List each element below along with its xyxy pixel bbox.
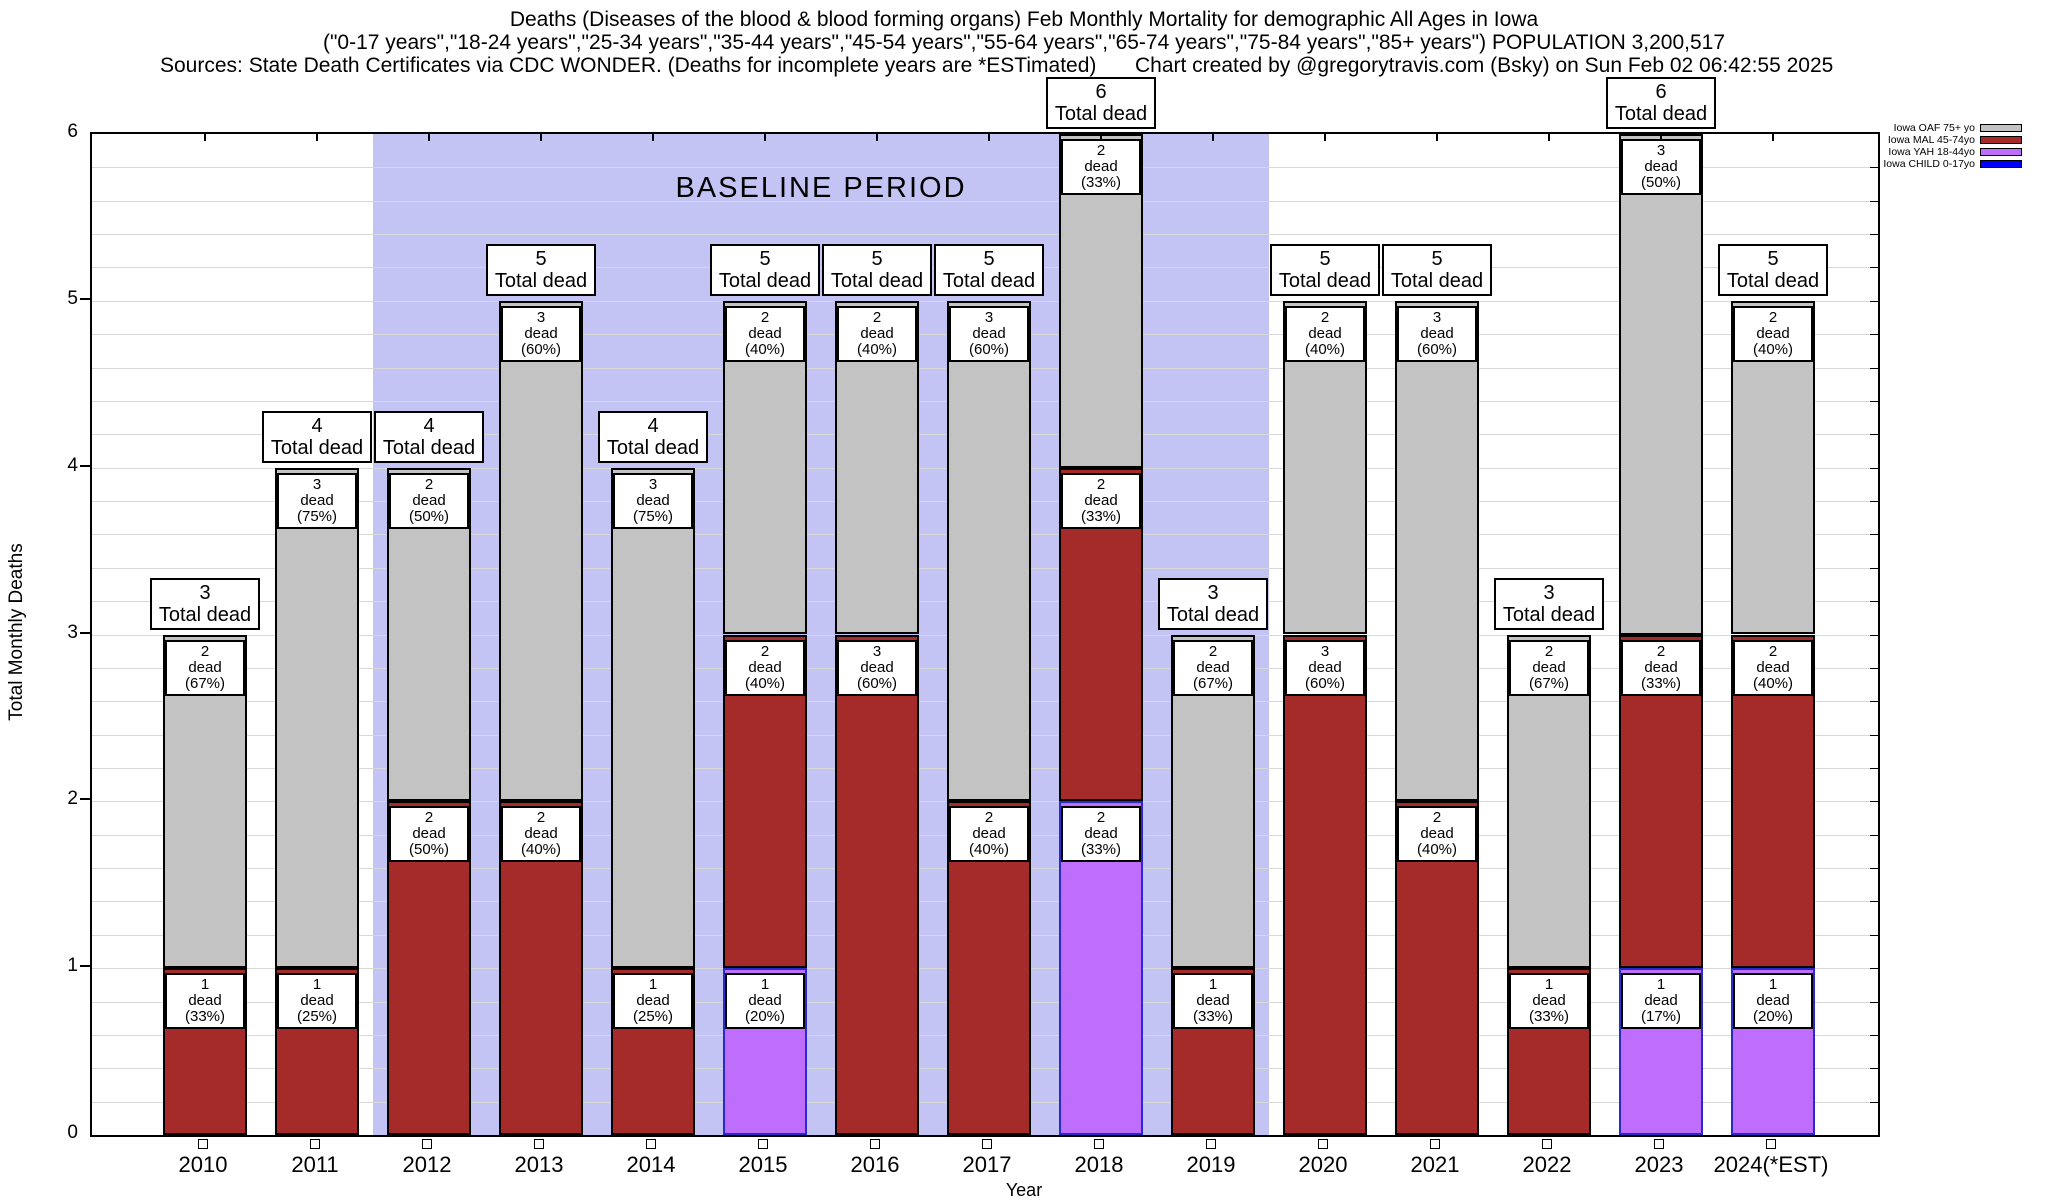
bar-segment-oaf-2011 xyxy=(275,468,359,969)
total-dead-label-2019 xyxy=(1158,578,1268,630)
x-axis-point-marker xyxy=(1430,1139,1440,1149)
segment-label-oaf-2019 xyxy=(1173,640,1253,696)
segment-percent: dead (40%) xyxy=(1752,324,1793,358)
legend-swatch-child xyxy=(1980,160,2022,168)
right-axis-tick xyxy=(1870,801,1878,802)
total-dead-label-2014 xyxy=(598,411,708,463)
x-axis-point-marker xyxy=(534,1139,544,1149)
x-axis-point-marker xyxy=(1318,1139,1328,1149)
total-dead-label-2018 xyxy=(1046,77,1156,129)
right-axis-tick xyxy=(1870,568,1878,569)
total-count: 4 xyxy=(647,414,659,437)
right-axis-tick xyxy=(1870,1035,1878,1036)
total-count: 6 xyxy=(1655,81,1667,103)
total-dead-label-2022 xyxy=(1494,578,1604,630)
bar-segment-oaf-2017 xyxy=(947,301,1031,802)
legend-label-child: Iowa CHILD 0-17yo xyxy=(1883,158,1975,170)
x-tick-label-2010: 2010 xyxy=(178,1152,228,1177)
segment-label-oaf-2023 xyxy=(1621,139,1701,195)
segment-percent: dead (40%) xyxy=(1752,658,1793,692)
segment-percent: dead (40%) xyxy=(1416,825,1457,859)
x-tick-label-2018: 2018 xyxy=(1074,1152,1124,1177)
segment-label-oaf-2010 xyxy=(165,640,245,696)
total-dead-label-2016 xyxy=(822,244,932,296)
segment-label-mal-2021 xyxy=(1397,806,1477,862)
segment-percent: dead (60%) xyxy=(1304,658,1345,692)
right-axis-tick xyxy=(1870,968,1878,969)
bar-segment-mal-2020 xyxy=(1283,635,1367,1136)
segment-count: 2 xyxy=(1096,142,1106,159)
right-axis-tick xyxy=(1870,201,1878,202)
segment-count: 1 xyxy=(1768,976,1778,994)
segment-percent: dead (40%) xyxy=(1304,324,1345,358)
chart-sources-note: Sources: State Death Certificates via CDC WONDER. (Deaths for incomplete years are *ESTimated) xyxy=(160,54,1097,77)
segment-count: 3 xyxy=(648,475,658,493)
legend-row-mal xyxy=(1883,134,2022,146)
segment-percent: dead (75%) xyxy=(296,491,337,525)
segment-percent: dead (75%) xyxy=(632,491,673,525)
x-tick-label-2021: 2021 xyxy=(1410,1152,1460,1177)
segment-label-mal-2023 xyxy=(1621,640,1701,696)
segment-count: 1 xyxy=(200,976,210,994)
segment-percent: dead (40%) xyxy=(968,825,1009,859)
right-axis-tick xyxy=(1870,301,1878,302)
total-dead-label-2023 xyxy=(1606,77,1716,129)
x-axis-title: Year xyxy=(1005,1180,1043,1200)
segment-count: 2 xyxy=(1320,308,1330,326)
x-axis-point-marker xyxy=(870,1139,880,1149)
segment-percent: dead (33%) xyxy=(184,992,225,1026)
segment-percent: dead (40%) xyxy=(744,324,785,358)
total-dead-label-2024(*EST) xyxy=(1718,244,1828,296)
total-caption: Total dead xyxy=(158,603,252,626)
segment-label-oaf-2016 xyxy=(837,306,917,362)
y-tick-mark xyxy=(80,965,91,967)
segment-count: 2 xyxy=(1096,809,1106,827)
total-count: 4 xyxy=(423,414,435,437)
y-axis-title: Total Monthly Deaths xyxy=(6,543,27,721)
right-axis-tick xyxy=(1870,601,1878,602)
legend-swatch-oaf xyxy=(1980,124,2022,132)
bar-segment-mal-2016 xyxy=(835,635,919,1136)
segment-label-mal-2015 xyxy=(725,640,805,696)
x-tick-label-2023: 2023 xyxy=(1634,1152,1684,1177)
legend-label-oaf: Iowa OAF 75+ yo xyxy=(1893,122,1975,134)
x-axis-point-marker xyxy=(982,1139,992,1149)
x-tick-label-2012: 2012 xyxy=(402,1152,452,1177)
segment-label-mal-2011 xyxy=(277,973,357,1029)
x-axis-point-marker xyxy=(1094,1139,1104,1149)
segment-percent: dead (60%) xyxy=(856,658,897,692)
x-tick-label-2024(*EST): 2024(*EST) xyxy=(1713,1152,1829,1177)
total-caption: Total dead xyxy=(830,269,924,292)
right-axis-tick xyxy=(1870,1102,1878,1103)
segment-count: 2 xyxy=(1768,308,1778,326)
segment-percent: dead (67%) xyxy=(184,658,225,692)
x-tick-label-2016: 2016 xyxy=(850,1152,900,1177)
segment-percent: dead (33%) xyxy=(1528,992,1569,1026)
segment-percent: dead (33%) xyxy=(1080,825,1121,859)
segment-count: 2 xyxy=(424,475,434,493)
right-axis-tick xyxy=(1870,334,1878,335)
segment-percent: dead (33%) xyxy=(1192,992,1233,1026)
y-tick-label: 6 xyxy=(67,121,78,142)
right-axis-tick xyxy=(1870,401,1878,402)
segment-count: 3 xyxy=(312,475,322,493)
total-caption: Total dead xyxy=(1614,103,1708,125)
right-axis-tick xyxy=(1870,267,1878,268)
segment-count: 3 xyxy=(1320,642,1330,660)
segment-label-yah-2024(*EST) xyxy=(1733,973,1813,1029)
legend-row-oaf xyxy=(1883,122,2022,134)
segment-count: 3 xyxy=(536,308,546,326)
segment-count: 2 xyxy=(1208,642,1218,660)
segment-percent: dead (67%) xyxy=(1192,658,1233,692)
legend xyxy=(1883,122,2022,170)
total-dead-label-2017 xyxy=(934,244,1044,296)
right-axis-tick xyxy=(1870,368,1878,369)
total-caption: Total dead xyxy=(494,269,588,292)
segment-count: 3 xyxy=(872,642,882,660)
total-caption: Total dead xyxy=(270,436,364,459)
segment-label-oaf-2013 xyxy=(501,306,581,362)
y-tick-mark xyxy=(80,298,91,300)
segment-label-oaf-2011 xyxy=(277,473,357,529)
total-dead-label-2010 xyxy=(150,578,260,630)
legend-label-mal: Iowa MAL 45-74yo xyxy=(1887,134,1975,146)
segment-label-oaf-2022 xyxy=(1509,640,1589,696)
top-axis-tick xyxy=(1324,134,1326,141)
segment-label-oaf-2014 xyxy=(613,473,693,529)
bar-segment-oaf-2014 xyxy=(611,468,695,969)
total-caption: Total dead xyxy=(1054,103,1148,125)
total-dead-label-2015 xyxy=(710,244,820,296)
baseline-period-label: BASELINE PERIOD xyxy=(675,172,967,204)
segment-count: 2 xyxy=(1768,642,1778,660)
segment-percent: dead (67%) xyxy=(1528,658,1569,692)
legend-row-yah xyxy=(1883,146,2022,158)
segment-label-mal-2013 xyxy=(501,806,581,862)
gridline xyxy=(92,234,1878,235)
bar-segment-oaf-2013 xyxy=(499,301,583,802)
total-dead-label-2012 xyxy=(374,411,484,463)
top-axis-tick xyxy=(204,134,206,141)
right-axis-tick xyxy=(1870,935,1878,936)
segment-count: 2 xyxy=(760,308,770,326)
right-axis-tick xyxy=(1870,468,1878,469)
segment-count: 1 xyxy=(312,976,322,994)
segment-percent: dead (25%) xyxy=(632,992,673,1026)
right-axis-tick xyxy=(1870,234,1878,235)
top-axis-tick xyxy=(1212,134,1214,141)
y-tick-label: 4 xyxy=(67,454,78,476)
segment-percent: dead (33%) xyxy=(1080,158,1121,191)
segment-percent: dead (50%) xyxy=(1640,158,1681,191)
top-axis-tick xyxy=(876,134,878,141)
total-count: 5 xyxy=(1767,247,1779,270)
bar-segment-oaf-2021 xyxy=(1395,301,1479,802)
top-axis-tick xyxy=(428,134,430,141)
segment-label-mal-2012 xyxy=(389,806,469,862)
x-axis-point-marker xyxy=(1766,1139,1776,1149)
total-caption: Total dead xyxy=(606,436,700,459)
right-axis-tick xyxy=(1870,501,1878,502)
x-axis-point-marker xyxy=(310,1139,320,1149)
total-count: 6 xyxy=(1095,81,1107,103)
segment-count: 2 xyxy=(200,642,210,660)
segment-count: 2 xyxy=(424,809,434,827)
total-count: 5 xyxy=(1319,247,1331,270)
chart-title-line1: Deaths (Diseases of the blood & blood forming organs) Feb Monthly Mortality for demographic All Ages in Iowa xyxy=(509,8,1539,31)
total-caption: Total dead xyxy=(382,436,476,459)
total-count: 4 xyxy=(311,414,323,437)
top-axis-tick xyxy=(1436,134,1438,141)
x-axis-point-marker xyxy=(1542,1139,1552,1149)
y-tick-mark xyxy=(80,465,91,467)
x-axis-point-marker xyxy=(1654,1139,1664,1149)
total-caption: Total dead xyxy=(718,269,812,292)
top-axis-tick xyxy=(652,134,654,141)
right-axis-tick xyxy=(1870,534,1878,535)
right-axis-tick xyxy=(1870,1002,1878,1003)
segment-percent: dead (60%) xyxy=(1416,324,1457,358)
segment-count: 2 xyxy=(1656,642,1666,660)
x-axis-point-marker xyxy=(646,1139,656,1149)
segment-label-oaf-2017 xyxy=(949,306,1029,362)
right-axis-tick xyxy=(1870,701,1878,702)
top-axis-tick xyxy=(764,134,766,141)
gridline xyxy=(92,167,1878,168)
right-axis-tick xyxy=(1870,1068,1878,1069)
top-axis-tick xyxy=(1548,134,1550,141)
total-dead-label-2011 xyxy=(262,411,372,463)
segment-count: 1 xyxy=(760,976,770,994)
segment-label-mal-2024(*EST) xyxy=(1733,640,1813,696)
segment-count: 2 xyxy=(984,809,994,827)
segment-label-oaf-2018 xyxy=(1061,139,1141,195)
right-axis-tick xyxy=(1870,868,1878,869)
total-caption: Total dead xyxy=(1166,603,1260,626)
segment-count: 1 xyxy=(1208,976,1218,994)
y-tick-mark xyxy=(80,798,91,800)
total-count: 5 xyxy=(871,247,883,270)
segment-percent: dead (40%) xyxy=(856,324,897,358)
segment-count: 1 xyxy=(1656,976,1666,994)
right-axis-tick xyxy=(1870,668,1878,669)
y-tick-label: 1 xyxy=(67,955,78,977)
segment-label-mal-2018 xyxy=(1061,473,1141,529)
right-axis-tick xyxy=(1870,635,1878,636)
x-axis-point-marker xyxy=(422,1139,432,1149)
total-count: 5 xyxy=(1431,247,1443,270)
x-tick-label-2019: 2019 xyxy=(1186,1152,1236,1177)
segment-label-mal-2014 xyxy=(613,973,693,1029)
legend-row-child xyxy=(1883,158,2022,170)
segment-label-mal-2010 xyxy=(165,973,245,1029)
bar-segment-oaf-2023 xyxy=(1619,134,1703,635)
x-tick-label-2020: 2020 xyxy=(1298,1152,1348,1177)
segment-count: 3 xyxy=(1656,142,1666,159)
total-caption: Total dead xyxy=(942,269,1036,292)
segment-percent: dead (20%) xyxy=(744,992,785,1026)
segment-percent: dead (40%) xyxy=(744,658,785,692)
total-dead-label-2013 xyxy=(486,244,596,296)
x-tick-label-2017: 2017 xyxy=(962,1152,1012,1177)
y-tick-label: 3 xyxy=(67,621,78,643)
segment-count: 3 xyxy=(1432,308,1442,326)
segment-label-oaf-2024(*EST) xyxy=(1733,306,1813,362)
segment-label-oaf-2015 xyxy=(725,306,805,362)
segment-percent: dead (20%) xyxy=(1752,992,1793,1026)
x-axis-point-marker xyxy=(198,1139,208,1149)
legend-swatch-yah xyxy=(1980,148,2022,156)
total-count: 3 xyxy=(199,581,211,604)
x-tick-label-2011: 2011 xyxy=(291,1152,339,1177)
segment-count: 2 xyxy=(872,308,882,326)
x-tick-label-2022: 2022 xyxy=(1522,1152,1572,1177)
right-axis-tick xyxy=(1870,901,1878,902)
segment-percent: dead (60%) xyxy=(520,324,561,358)
x-tick-label-2013: 2013 xyxy=(514,1152,564,1177)
total-count: 3 xyxy=(1207,581,1219,604)
top-axis-tick xyxy=(540,134,542,141)
segment-count: 2 xyxy=(1096,475,1106,493)
top-axis-tick xyxy=(1772,134,1774,141)
top-axis-tick xyxy=(988,134,990,141)
segment-count: 1 xyxy=(1544,976,1554,994)
segment-count: 2 xyxy=(760,642,770,660)
segment-count: 3 xyxy=(984,308,994,326)
segment-percent: dead (50%) xyxy=(408,491,449,525)
y-tick-label: 2 xyxy=(67,788,78,810)
total-count: 5 xyxy=(535,247,547,270)
right-axis-tick xyxy=(1870,735,1878,736)
right-axis-tick xyxy=(1870,434,1878,435)
total-count: 5 xyxy=(759,247,771,270)
total-caption: Total dead xyxy=(1278,269,1372,292)
right-axis-tick xyxy=(1870,768,1878,769)
segment-label-mal-2017 xyxy=(949,806,1029,862)
segment-label-oaf-2012 xyxy=(389,473,469,529)
segment-percent: dead (50%) xyxy=(408,825,449,859)
segment-count: 1 xyxy=(648,976,658,994)
total-dead-label-2020 xyxy=(1270,244,1380,296)
segment-label-yah-2015 xyxy=(725,973,805,1029)
x-tick-label-2015: 2015 xyxy=(738,1152,788,1177)
segment-percent: dead (25%) xyxy=(296,992,337,1026)
segment-count: 2 xyxy=(1432,809,1442,827)
chart-credit-note: Chart created by @gregorytravis.com (Bsky) on Sun Feb 02 06:42:55 2025 xyxy=(1135,54,1834,77)
top-axis-tick xyxy=(316,134,318,141)
segment-label-mal-2022 xyxy=(1509,973,1589,1029)
segment-percent: dead (60%) xyxy=(968,324,1009,358)
segment-percent: dead (33%) xyxy=(1080,491,1121,525)
chart-title-line2: ("0-17 years","18-24 years","25-34 years","35-44 years","45-54 years","55-64 years","65-74 years","75-84 years","85+ years") POPULATION 3,200,517 xyxy=(322,31,1726,54)
segment-label-yah-2023 xyxy=(1621,973,1701,1029)
segment-label-mal-2016 xyxy=(837,640,917,696)
total-count: 5 xyxy=(983,247,995,270)
right-axis-tick xyxy=(1870,835,1878,836)
right-axis-tick xyxy=(1870,167,1878,168)
total-caption: Total dead xyxy=(1390,269,1484,292)
x-axis-point-marker xyxy=(1206,1139,1216,1149)
segment-label-oaf-2021 xyxy=(1397,306,1477,362)
y-tick-mark xyxy=(80,632,91,634)
segment-label-oaf-2020 xyxy=(1285,306,1365,362)
segment-percent: dead (17%) xyxy=(1640,992,1681,1026)
legend-label-yah: Iowa YAH 18-44yo xyxy=(1888,146,1975,158)
x-tick-label-2014: 2014 xyxy=(626,1152,676,1177)
plot-area xyxy=(90,81,1880,1137)
segment-percent: dead (40%) xyxy=(520,825,561,859)
segment-label-mal-2020 xyxy=(1285,640,1365,696)
total-caption: Total dead xyxy=(1726,269,1820,292)
total-count: 3 xyxy=(1543,581,1555,604)
segment-label-yah-2018 xyxy=(1061,806,1141,862)
segment-count: 2 xyxy=(1544,642,1554,660)
total-dead-label-2021 xyxy=(1382,244,1492,296)
segment-label-mal-2019 xyxy=(1173,973,1253,1029)
x-axis-point-marker xyxy=(758,1139,768,1149)
segment-percent: dead (33%) xyxy=(1640,658,1681,692)
segment-count: 2 xyxy=(536,809,546,827)
legend-swatch-mal xyxy=(1980,136,2022,144)
y-tick-label: 5 xyxy=(67,287,78,309)
y-tick-label: 0 xyxy=(67,1122,78,1143)
total-caption: Total dead xyxy=(1502,603,1596,626)
